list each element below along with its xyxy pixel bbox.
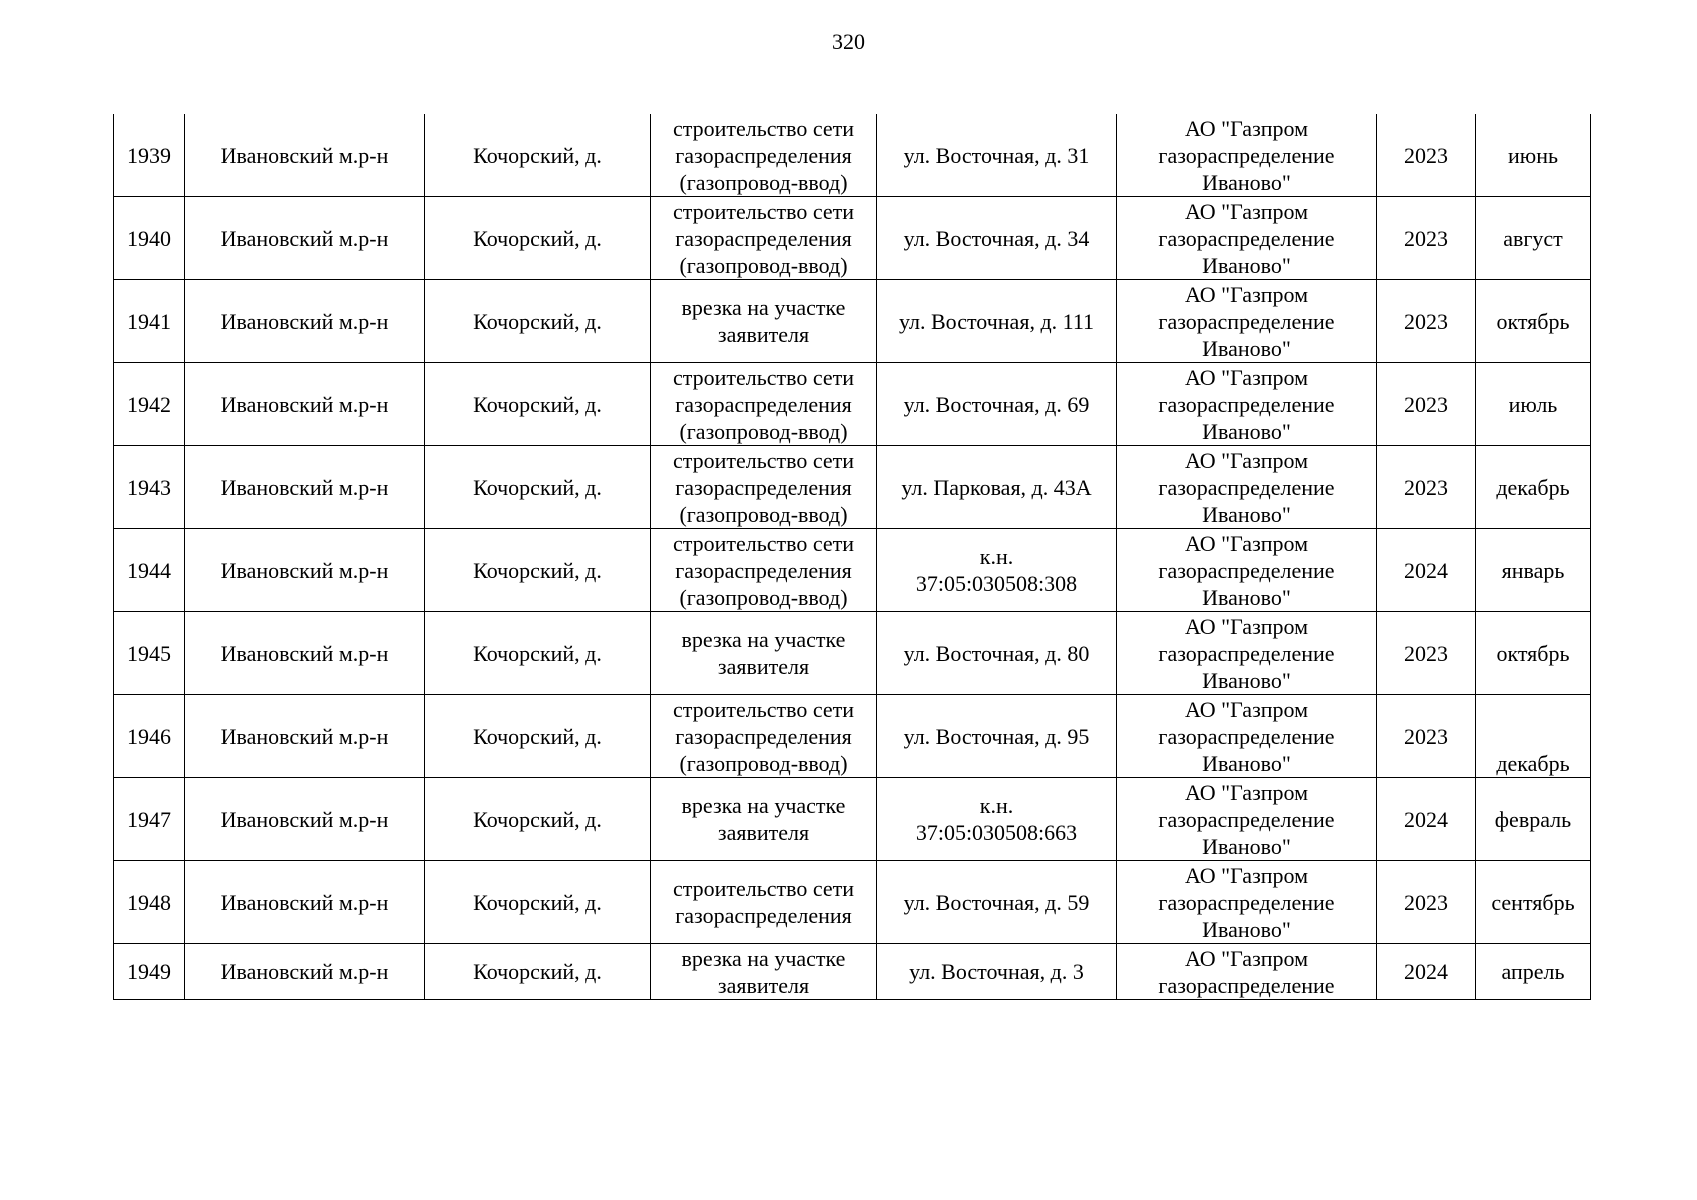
address-line: 37:05:030508:663 bbox=[915, 820, 1078, 845]
work-type-line: газораспределения bbox=[675, 474, 852, 500]
district-cell: Ивановский м.р-н bbox=[185, 446, 425, 529]
organization-line: Иваново" bbox=[1202, 252, 1291, 278]
table-row bbox=[114, 280, 1591, 363]
address-line: ул. Восточная, д. 3 bbox=[909, 959, 1084, 984]
year-cell: 2024 bbox=[1377, 944, 1476, 1000]
organization-line: АО "Газпром bbox=[1184, 613, 1309, 639]
organization-line: АО "Газпром bbox=[1184, 447, 1309, 473]
address-cell bbox=[877, 529, 1117, 612]
work-type-line: газораспределения bbox=[675, 903, 852, 928]
organization-line: газораспределение bbox=[1158, 557, 1335, 583]
organization-line: АО "Газпром bbox=[1184, 945, 1309, 971]
organization-cell bbox=[1117, 612, 1377, 695]
row-number-cell: 1949 bbox=[114, 944, 185, 1000]
organization-cell bbox=[1117, 114, 1377, 197]
organization-line: Иваново" bbox=[1202, 584, 1291, 610]
locality-cell: Кочорский, д. bbox=[425, 197, 651, 280]
year-cell: 2023 bbox=[1377, 861, 1476, 944]
district-cell: Ивановский м.р-н bbox=[185, 612, 425, 695]
row-number-cell: 1943 bbox=[114, 446, 185, 529]
year-cell: 2023 bbox=[1377, 695, 1476, 778]
organization-line: АО "Газпром bbox=[1184, 530, 1309, 556]
organization-cell bbox=[1117, 446, 1377, 529]
month-cell: февраль bbox=[1476, 778, 1591, 861]
organization-line: Иваново" bbox=[1202, 750, 1291, 776]
locality-cell: Кочорский, д. bbox=[425, 944, 651, 1000]
organization-line: газораспределение bbox=[1158, 308, 1335, 334]
table-body bbox=[114, 114, 1591, 1000]
organization-line: газораспределение bbox=[1158, 806, 1335, 832]
district-cell: Ивановский м.р-н bbox=[185, 197, 425, 280]
work-type-cell bbox=[651, 695, 877, 778]
address-cell bbox=[877, 197, 1117, 280]
locality-cell: Кочорский, д. bbox=[425, 612, 651, 695]
organization-cell bbox=[1117, 861, 1377, 944]
year-cell: 2024 bbox=[1377, 529, 1476, 612]
organization-line: Иваново" bbox=[1202, 335, 1291, 361]
district-cell: Ивановский м.р-н bbox=[185, 944, 425, 1000]
table-row bbox=[114, 778, 1591, 861]
month-cell: сентябрь bbox=[1476, 861, 1591, 944]
address-line: ул. Восточная, д. 95 bbox=[903, 723, 1090, 749]
district-cell: Ивановский м.р-н bbox=[185, 695, 425, 778]
work-type-line: строительство сети bbox=[672, 115, 855, 141]
address-cell bbox=[877, 114, 1117, 197]
work-type-line: газораспределения bbox=[675, 557, 852, 583]
table-row bbox=[114, 612, 1591, 695]
work-type-line: газораспределения bbox=[675, 142, 852, 168]
work-type-line: врезка на участке bbox=[681, 793, 846, 818]
district-cell: Ивановский м.р-н bbox=[185, 529, 425, 612]
work-type-line: строительство сети bbox=[672, 696, 855, 722]
work-type-cell bbox=[651, 446, 877, 529]
address-line: 37:05:030508:308 bbox=[915, 571, 1078, 596]
locality-cell: Кочорский, д. bbox=[425, 861, 651, 944]
organization-line: АО "Газпром bbox=[1184, 198, 1309, 224]
address-line: ул. Восточная, д. 34 bbox=[903, 225, 1090, 251]
year-cell: 2023 bbox=[1377, 197, 1476, 280]
work-type-cell bbox=[651, 778, 877, 861]
month-cell: октябрь bbox=[1476, 280, 1591, 363]
locality-cell: Кочорский, д. bbox=[425, 280, 651, 363]
work-type-line: (газопровод-ввод) bbox=[679, 501, 848, 527]
row-number-cell: 1944 bbox=[114, 529, 185, 612]
address-cell bbox=[877, 280, 1117, 363]
locality-cell: Кочорский, д. bbox=[425, 114, 651, 197]
year-cell: 2024 bbox=[1377, 778, 1476, 861]
work-type-line: строительство сети bbox=[672, 447, 855, 473]
year-cell: 2023 bbox=[1377, 363, 1476, 446]
table-row bbox=[114, 197, 1591, 280]
address-line: ул. Парковая, д. 43А bbox=[901, 474, 1092, 500]
organization-cell bbox=[1117, 197, 1377, 280]
organization-line: Иваново" bbox=[1202, 418, 1291, 444]
work-type-line: заявителя bbox=[717, 972, 810, 998]
organization-cell bbox=[1117, 944, 1377, 1000]
address-line: к.н. bbox=[979, 544, 1014, 569]
month-cell: апрель bbox=[1476, 944, 1591, 1000]
row-number-cell: 1945 bbox=[114, 612, 185, 695]
organization-line: Иваново" bbox=[1202, 916, 1291, 942]
district-cell: Ивановский м.р-н bbox=[185, 280, 425, 363]
row-number-cell: 1942 bbox=[114, 363, 185, 446]
row-number-cell: 1947 bbox=[114, 778, 185, 861]
month-cell: январь bbox=[1476, 529, 1591, 612]
row-number-cell: 1946 bbox=[114, 695, 185, 778]
year-cell: 2023 bbox=[1377, 114, 1476, 197]
month-cell: июнь bbox=[1476, 114, 1591, 197]
work-type-cell bbox=[651, 861, 877, 944]
work-type-line: (газопровод-ввод) bbox=[679, 584, 848, 610]
address-line: ул. Восточная, д. 80 bbox=[903, 640, 1090, 666]
work-type-cell bbox=[651, 280, 877, 363]
work-type-line: заявителя bbox=[717, 322, 810, 347]
organization-line: АО "Газпром bbox=[1184, 696, 1309, 722]
work-type-line: строительство сети bbox=[672, 198, 855, 224]
table-row bbox=[114, 529, 1591, 612]
organization-cell bbox=[1117, 280, 1377, 363]
organization-cell bbox=[1117, 778, 1377, 861]
address-cell bbox=[877, 363, 1117, 446]
organization-line: газораспределение bbox=[1158, 474, 1335, 500]
table-row bbox=[114, 695, 1591, 778]
address-cell bbox=[877, 612, 1117, 695]
address-line: ул. Восточная, д. 69 bbox=[903, 391, 1090, 417]
locality-cell: Кочорский, д. bbox=[425, 446, 651, 529]
organization-line: Иваново" bbox=[1202, 833, 1291, 859]
organization-line: газораспределение bbox=[1158, 889, 1335, 915]
table-row bbox=[114, 446, 1591, 529]
organization-line: АО "Газпром bbox=[1184, 862, 1309, 888]
work-type-line: строительство сети bbox=[672, 364, 855, 390]
table-row bbox=[114, 861, 1591, 944]
address-line: к.н. bbox=[979, 793, 1014, 818]
district-cell: Ивановский м.р-н bbox=[185, 363, 425, 446]
month-cell: август bbox=[1476, 197, 1591, 280]
locality-cell: Кочорский, д. bbox=[425, 363, 651, 446]
row-number-cell: 1941 bbox=[114, 280, 185, 363]
district-cell: Ивановский м.р-н bbox=[185, 778, 425, 861]
gas-connection-table bbox=[113, 114, 1591, 1000]
address-line: ул. Восточная, д. 111 bbox=[898, 308, 1095, 334]
work-type-line: заявителя bbox=[717, 654, 810, 679]
work-type-line: врезка на участке bbox=[681, 627, 846, 652]
work-type-cell bbox=[651, 944, 877, 1000]
work-type-cell bbox=[651, 612, 877, 695]
row-number-cell: 1939 bbox=[114, 114, 185, 197]
address-cell bbox=[877, 861, 1117, 944]
row-number-cell: 1940 bbox=[114, 197, 185, 280]
year-cell: 2023 bbox=[1377, 612, 1476, 695]
organization-line: АО "Газпром bbox=[1184, 779, 1309, 805]
work-type-line: строительство сети bbox=[672, 876, 855, 901]
month-cell: октябрь bbox=[1476, 612, 1591, 695]
year-cell: 2023 bbox=[1377, 280, 1476, 363]
work-type-line: газораспределения bbox=[675, 723, 852, 749]
work-type-cell bbox=[651, 114, 877, 197]
row-number-cell: 1948 bbox=[114, 861, 185, 944]
work-type-line: врезка на участке bbox=[681, 295, 846, 320]
organization-line: газораспределение bbox=[1158, 640, 1335, 666]
month-cell: июль bbox=[1476, 363, 1591, 446]
month-cell: декабрь bbox=[1476, 446, 1591, 529]
address-cell bbox=[877, 944, 1117, 1000]
address-cell bbox=[877, 778, 1117, 861]
organization-line: газораспределение bbox=[1158, 225, 1335, 251]
organization-cell bbox=[1117, 363, 1377, 446]
locality-cell: Кочорский, д. bbox=[425, 695, 651, 778]
address-cell bbox=[877, 695, 1117, 778]
work-type-cell bbox=[651, 363, 877, 446]
work-type-line: (газопровод-ввод) bbox=[679, 252, 848, 278]
address-line: ул. Восточная, д. 31 bbox=[903, 142, 1090, 168]
work-type-line: заявителя bbox=[717, 820, 810, 845]
month-cell: декабрь bbox=[1476, 695, 1591, 778]
work-type-line: врезка на участке bbox=[681, 945, 846, 971]
year-cell: 2023 bbox=[1377, 446, 1476, 529]
organization-line: газораспределение bbox=[1158, 723, 1335, 749]
organization-cell bbox=[1117, 695, 1377, 778]
locality-cell: Кочорский, д. bbox=[425, 529, 651, 612]
address-line: ул. Восточная, д. 59 bbox=[903, 889, 1090, 915]
work-type-line: (газопровод-ввод) bbox=[679, 169, 848, 195]
organization-line: Иваново" bbox=[1202, 667, 1291, 693]
table-row bbox=[114, 944, 1591, 1000]
organization-line: Иваново" bbox=[1202, 169, 1291, 195]
work-type-cell bbox=[651, 197, 877, 280]
work-type-cell bbox=[651, 529, 877, 612]
district-cell: Ивановский м.р-н bbox=[185, 114, 425, 197]
work-type-line: (газопровод-ввод) bbox=[679, 418, 848, 444]
work-type-line: строительство сети bbox=[672, 530, 855, 556]
work-type-line: газораспределения bbox=[675, 225, 852, 251]
organization-line: газораспределение bbox=[1158, 142, 1335, 168]
organization-line: АО "Газпром bbox=[1184, 115, 1309, 141]
work-type-line: газораспределения bbox=[675, 391, 852, 417]
organization-line: АО "Газпром bbox=[1184, 281, 1309, 307]
work-type-line: (газопровод-ввод) bbox=[679, 750, 848, 776]
organization-line: Иваново" bbox=[1202, 501, 1291, 527]
locality-cell: Кочорский, д. bbox=[425, 778, 651, 861]
district-cell: Ивановский м.р-н bbox=[185, 861, 425, 944]
organization-line: газораспределение bbox=[1158, 972, 1335, 998]
organization-line: АО "Газпром bbox=[1184, 364, 1309, 390]
table-row bbox=[114, 114, 1591, 197]
table-row bbox=[114, 363, 1591, 446]
organization-cell bbox=[1117, 529, 1377, 612]
page-number: 320 bbox=[832, 29, 865, 54]
address-cell bbox=[877, 446, 1117, 529]
organization-line: газораспределение bbox=[1158, 391, 1335, 417]
